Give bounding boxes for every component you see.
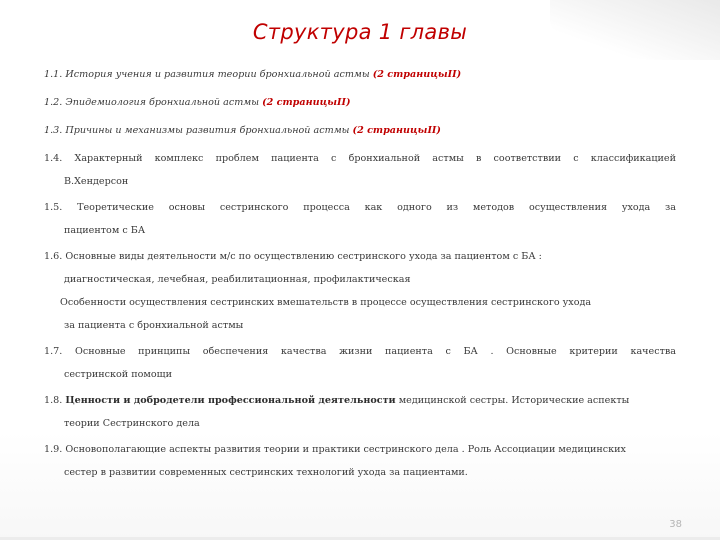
- item-number: 1.6.: [44, 251, 63, 262]
- list-item: [44, 152, 676, 165]
- item-text: Характерный комплекс проблем пациента с бронхиальной астмы в соответствии с классификацией: [74, 153, 676, 164]
- item-number: 1.2.: [44, 97, 63, 108]
- item-number: 1.4.: [44, 153, 63, 164]
- item-text: Основные виды деятельности м/с по осуществлению сестринского ухода за пациентом с БА :: [65, 251, 542, 262]
- list-item-continuation: В.Хендерсон: [64, 176, 129, 187]
- item-text: История учения и развития теории бронхиальной астмы: [65, 69, 373, 80]
- item-text: Основные принципы обеспечения качества жизни пациента с БА . Основные критерии качества: [74, 346, 676, 357]
- list-item-continuation: за пациента с бронхиальной астмы: [64, 320, 244, 331]
- slide-title: Структура 1 главы: [252, 20, 468, 44]
- item-number: 1.9.: [44, 444, 63, 455]
- item-bold-text: Ценности и добродетели профессиональной деятельности: [65, 395, 396, 406]
- list-item-continuation: диагностическая, лечебная, реабилитационная, профилактическая: [64, 274, 411, 285]
- list-item: [44, 68, 676, 81]
- item-text: медицинской сестры. Исторические аспекты: [395, 395, 630, 406]
- chapter-outline: [44, 64, 676, 479]
- page-number: 38: [669, 519, 682, 530]
- list-item-continuation: сестер в развитии современных сестринских технологий ухода за пациентами.: [64, 467, 468, 478]
- item-number: 1.8.: [44, 395, 63, 406]
- item-text: Теоретические основы сестринского процесса как одного из методов осуществления ухода за: [77, 202, 676, 213]
- item-number: 1.1.: [44, 69, 63, 80]
- item-number: 1.3.: [44, 125, 63, 136]
- list-item: [44, 201, 676, 214]
- item-red-note: (2 страницыII): [352, 125, 441, 136]
- list-item: [44, 443, 676, 456]
- item-text: Особенности осуществления сестринских вмешательств в процессе осуществления сестринского ухода: [60, 297, 592, 308]
- list-item: [44, 250, 676, 263]
- list-item-continuation: сестринской помощи: [64, 369, 172, 380]
- item-number: 1.5.: [44, 202, 63, 213]
- item-red-note: (2 страницыII): [372, 69, 462, 80]
- list-item: [44, 394, 676, 407]
- list-item-continuation: пациентом с БА: [64, 225, 146, 236]
- list-item: [44, 296, 676, 309]
- item-red-note: (2 страницыII): [262, 97, 351, 108]
- item-text: Причины и механизмы развития бронхиальной астмы: [65, 125, 353, 136]
- item-text: Основополагающие аспекты развития теории и практики сестринского дела . Роль Ассоциации медицинских: [65, 444, 626, 455]
- item-number: 1.7.: [44, 346, 63, 357]
- item-text: Эпидемиология бронхиальной астмы: [65, 97, 263, 108]
- list-item: [44, 124, 676, 137]
- list-item: [44, 345, 676, 358]
- list-item: [44, 96, 676, 109]
- list-item-continuation: теории Сестринского дела: [64, 418, 200, 429]
